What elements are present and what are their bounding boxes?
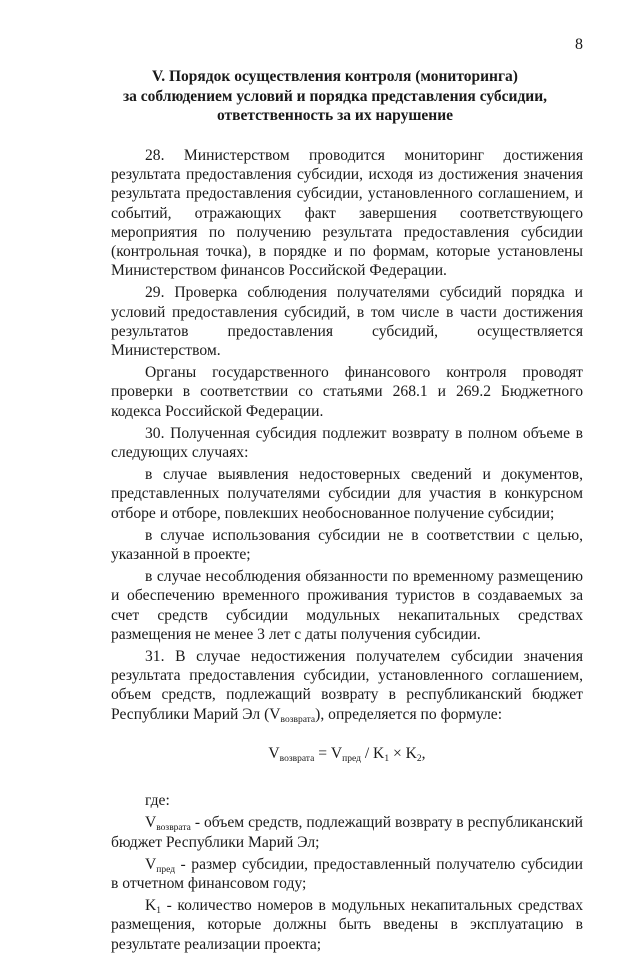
paragraph-28: 28. Министерством проводится мониторинг достижения результата предоставления субсидии, исходя из достижения значения результата предоставления субсидии, установленного соглашением, и событий, отражающих факт завершения соответствующего мероприятия по получению результата предоставления субсидии (контрольная точка), в порядке и по формам, которые установлены Министерством финансов Российской Федерации. (111, 147, 583, 280)
formula-end: , (421, 744, 426, 762)
definition-v-pred-subscript: пред (156, 864, 176, 875)
heading-line-1: V. Порядок осуществления контроля (мониторинга) (152, 68, 518, 85)
formula-equals: = V (314, 744, 343, 762)
where-label: где: (145, 792, 170, 810)
paragraph-31-subscript: возврата (280, 714, 316, 725)
definition-v-return (111, 813, 583, 851)
document-body (111, 146, 583, 957)
paragraph-30-case-1: в случае выявления недостоверных сведений и документов, представленных получателями субсидии для участия в конкурсном отборе и отборе, повлекших необоснованное получение субсидии; (111, 466, 583, 522)
formula-divide: / K (360, 744, 385, 762)
formula-v-subscript: возврата (279, 753, 315, 764)
formula-pred-subscript: пред (342, 753, 361, 764)
formula-k2-subscript: 2 (416, 753, 422, 764)
paragraph-31-text: 31. В случае недостижения получателем субсидии значения результата предоставления субсидии, установленного соглашением, объем средств, подлежащий возврату в республиканский бюджет Республики Марий Эл (V (111, 648, 583, 723)
definition-v-return-text: - объем средств, подлежащий возврату в республиканский бюджет Республики Марий Эл; (111, 814, 583, 851)
refund-formula (111, 744, 583, 763)
page-number: 8 (575, 36, 583, 53)
definition-v-return-subscript: возврата (156, 823, 191, 834)
paragraph-29-control: Органы государственного финансового контроля проводят проверки в соответствии со статьями 268.1 и 269.2 Бюджетного кодекса Российской Федерации. (111, 364, 583, 420)
paragraph-31-end: ), определяется по формуле: (315, 705, 503, 723)
formula-times: × K (389, 744, 417, 762)
definition-k1-subscript: 1 (156, 906, 162, 917)
definition-v-pred (111, 855, 583, 893)
paragraph-29: 29. Проверка соблюдения получателями субсидий порядка и условий предоставления субсидий, в том числе в части достижения результатов предоставления субсидий, осуществляется Министерством. (111, 284, 583, 360)
paragraph-31 (111, 647, 583, 724)
paragraph-30-case-3: в случае несоблюдения обязанности по временному размещению и обеспечению временного проживания туристов в создаваемых за счет средств субсидии модульных некапитальных средствах размещения не менее 3 лет с даты получения субсидии. (111, 568, 583, 643)
definition-v-pred-text: - размер субсидии, предоставленный получателю субсидии в отчетном финансовом году; (111, 855, 583, 892)
definition-v-return-symbol: V (145, 814, 157, 832)
definition-k1-symbol: K (145, 897, 157, 915)
heading-line-3: ответственность за их нарушение (216, 107, 454, 124)
formula-v: V (268, 744, 280, 762)
formula-k1-subscript: 1 (384, 753, 390, 764)
paragraph-30-case-2: в случае использования субсидии не в соответствии с целью, указанной в проекте; (111, 526, 583, 564)
definition-v-pred-symbol: V (145, 855, 157, 873)
heading-line-2: за соблюдением условий и порядка представления субсидии, (122, 87, 548, 105)
paragraph-30: 30. Полученная субсидия подлежит возврату в полном объеме в следующих случаях: (111, 424, 583, 462)
section-heading (100, 67, 570, 126)
definition-k1-text: - количество номеров в модульных некапитальных средствах размещения, которые должны быть введены в эксплуатацию в результате реализации проекта; (111, 897, 583, 953)
